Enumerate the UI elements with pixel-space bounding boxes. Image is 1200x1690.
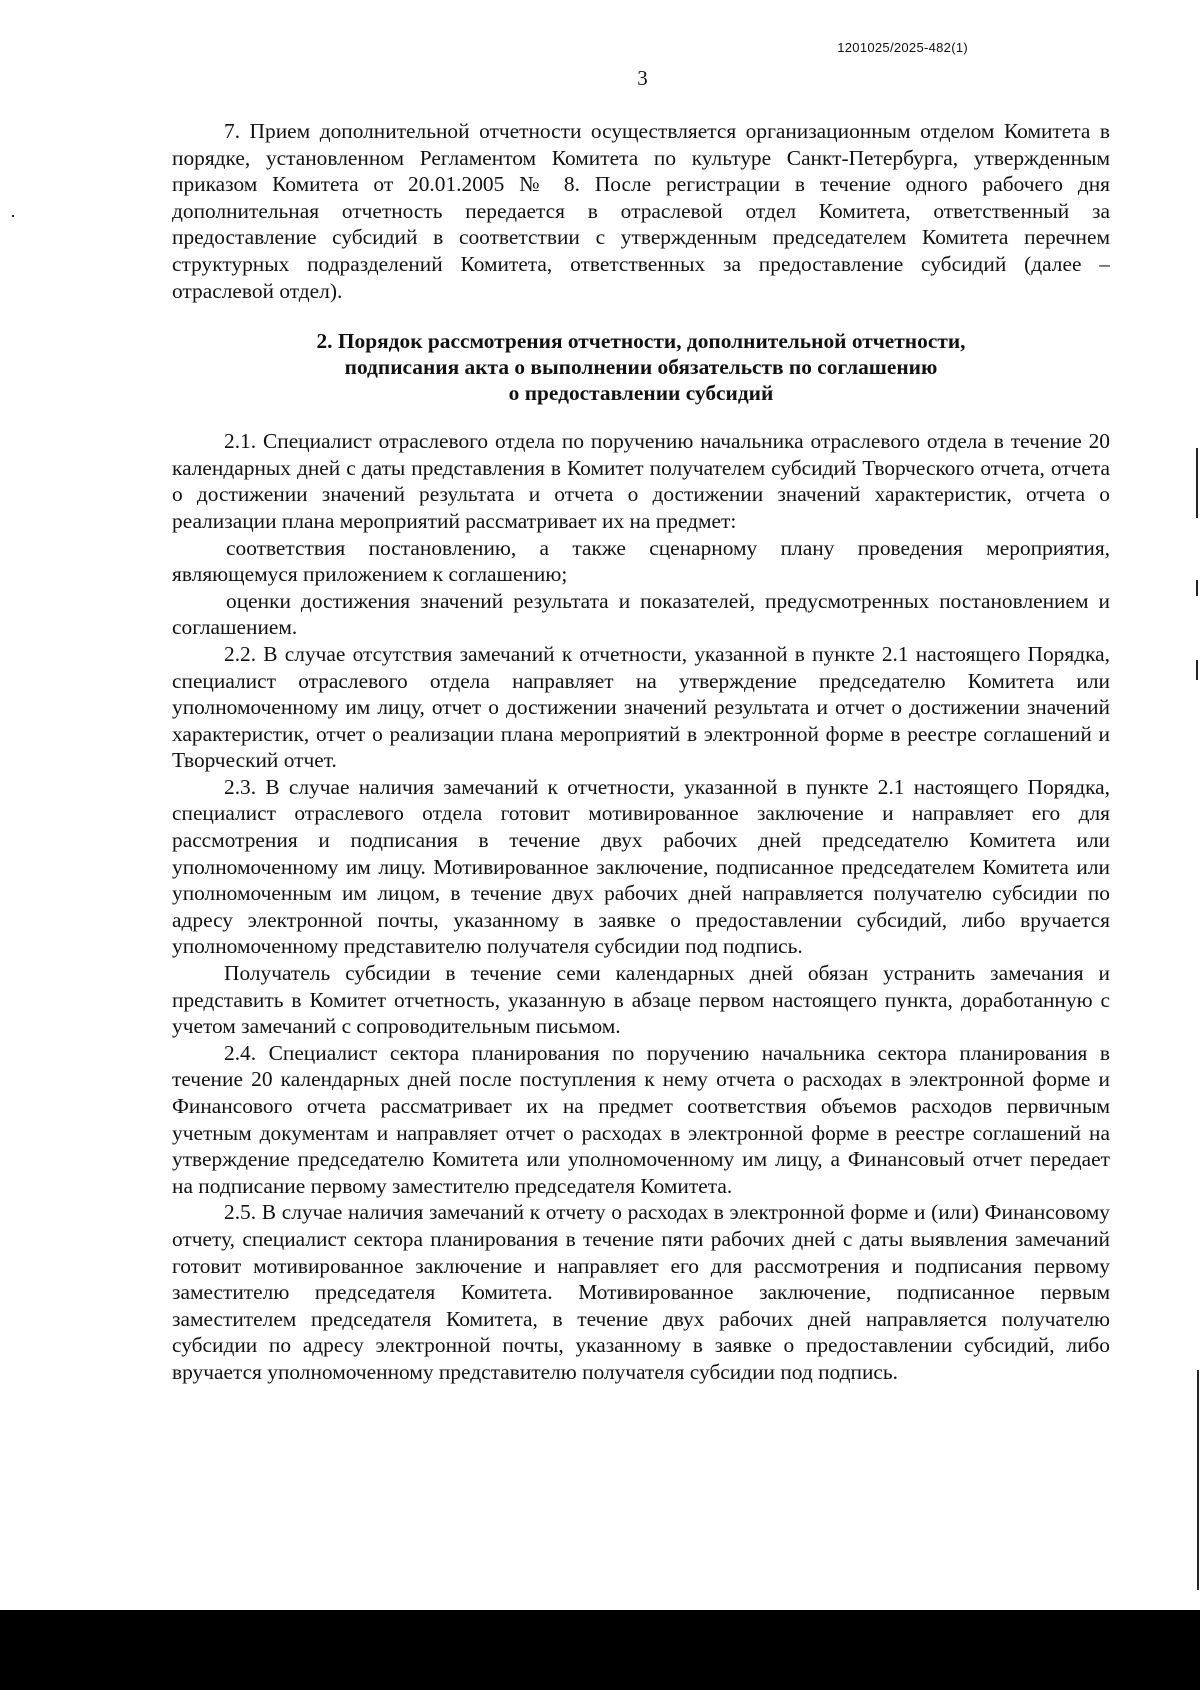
paragraph-2-1-item-a: соответствия постановлению, а также сценарному плану проведения мероприятия, являющемуся приложением к соглашению; [172, 535, 1110, 587]
scan-margin-mark [1196, 580, 1198, 596]
paragraph-2-1: 2.1. Специалист отраслевого отдела по поручению начальника отраслевого отдела в течение 20 календарных дней с даты представления в Комитет получателем субсидий Творческого отчета, отчета о достижении значений результата и отчета о достижении значений характеристик, отчета о реализации плана мероприятий рассматривает их на предмет: [172, 429, 1110, 533]
document-body [172, 118, 1110, 1386]
paragraph-2-4: 2.4. Специалист сектора планирования по поручению начальника сектора планирования в течение 20 календарных дней после поступления к нему отчета о расходах в электронной форме и Финансового отчета рассматривает их на предмет соответствия объемов расходов первичным учетным документам и направляет отчет о расходах в электронной форме в реестре соглашений на утверждение председателю Комитета или уполномоченному им лицу, а Финансовый отчет передает на подписание первому заместителю председателя Комитета. [172, 1040, 1110, 1198]
scan-margin-mark [1196, 660, 1198, 680]
scan-bottom-border [0, 1610, 1200, 1690]
scan-margin-mark [12, 215, 14, 217]
paragraph-2-2: 2.2. В случае отсутствия замечаний к отчетности, указанной в пункте 2.1 настоящего Порядка, специалист отраслевого отдела направляет на утверждение председателю Комитета или уполномоченному им лицу, отчет о достижении значений результата и отчет о достижении значений характеристик, отчет о реализации плана мероприятий в электронной форме в реестре соглашений и Творческий отчет. [172, 641, 1110, 773]
section-2-title-line-2: подписания акта о выполнении обязательств по соглашению [344, 355, 938, 380]
page-number: 3 [637, 66, 648, 90]
paragraph-2-1-item-b: оценки достижения значений результата и показателей, предусмотренных постановлением и соглашением. [172, 588, 1110, 640]
section-2-title [172, 328, 1110, 406]
paragraph-2-5: 2.5. В случае наличия замечаний к отчету о расходах в электронной форме и (или) Финансовому отчету, специалист сектора планирования в течение пяти рабочих дней с даты выявления замечаний готовит мотивированное заключение и направляет его для рассмотрения и подписания первому заместителю председателя Комитета. Мотивированное заключение, подписанное первым заместителем председателя Комитета, в течение двух рабочих дней направляется получателю субсидии по адресу электронной почты, указанному в заявке о предоставлении субсидий, либо вручается уполномоченному представителю получателя субсидии под подпись. [172, 1200, 1110, 1384]
paragraph-7: 7. Прием дополнительной отчетности осуществляется организационным отделом Комитета в порядке, установленном Регламентом Комитета по культуре Санкт-Петербурга, утвержденным приказом Комитета от 20.01.2005 № 8. После регистрации в течение одного рабочего дня дополнительная отчетность передается в отраслевой отдел Комитета, ответственный за предоставление субсидий в соответствии с утвержденным председателем Комитета перечнем структурных подразделений Комитета, ответственных за предоставление субсидий (далее – отраслевой отдел). [172, 119, 1110, 303]
scan-margin-mark [1196, 448, 1198, 518]
section-2-title-line-3: о предоставлении субсидий [508, 381, 774, 406]
paragraph-2-3-continued: Получатель субсидии в течение семи календарных дней обязан устранить замечания и представить в Комитет отчетность, указанную в абзаце первом настоящего пункта, доработанную с учетом замечаний с сопроводительным письмом. [172, 961, 1110, 1039]
document-number: 1201025/2025-482(1) [837, 40, 968, 55]
section-2-title-line-1: 2. Порядок рассмотрения отчетности, дополнительной отчетности, [316, 329, 966, 354]
scan-margin-mark [1197, 1370, 1199, 1590]
paragraph-2-3: 2.3. В случае наличия замечаний к отчетности, указанной в пункте 2.1 настоящего Порядка, специалист отраслевого отдела готовит мотивированное заключение и направляет его для рассмотрения и подписания в течение двух рабочих дней председателю Комитета или уполномоченному им лицу. Мотивированное заключение, подписанное председателем Комитета или уполномоченным им лицом, в течение двух рабочих дней направляется получателю субсидии по адресу электронной почты, указанному в заявке о предоставлении субсидий, либо вручается уполномоченному представителю получателя субсидии под подпись. [172, 774, 1110, 959]
